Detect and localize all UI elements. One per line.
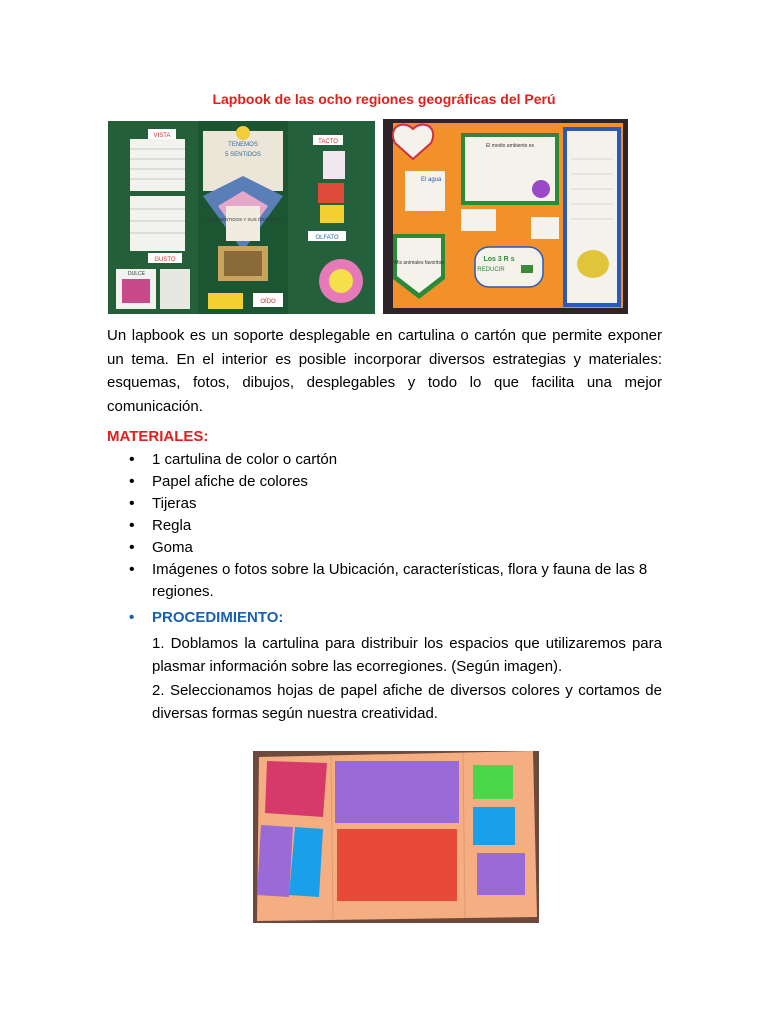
list-item: • Goma bbox=[107, 537, 667, 559]
label-5-sentidos: 5 SENTIDOS bbox=[225, 152, 261, 158]
list-item: • Tijeras bbox=[107, 493, 667, 515]
lapbook-five-senses-illustration bbox=[108, 121, 375, 314]
label-vista: VISTA bbox=[153, 133, 171, 139]
label-medio-ambiente: El medio ambiente es bbox=[485, 143, 535, 149]
lapbook-environment-illustration bbox=[383, 119, 628, 314]
cardboard-layout-photo bbox=[253, 751, 539, 923]
label-mis-animales: Mis animales favoritos bbox=[394, 260, 444, 266]
cardboard-layout-illustration bbox=[253, 751, 539, 923]
label-el-agua: El agua bbox=[421, 177, 442, 183]
label-organos: LOS 5 SENTIDOS Y SUS ÓRGANOS bbox=[205, 217, 281, 222]
label-tenemos: TENEMOS bbox=[228, 142, 258, 148]
label-tacto: TACTO bbox=[318, 139, 338, 145]
procedure-step-1: 1. Doblamos la cartulina para distribuir los espacios que utilizaremos para plasmar información sobre las ecorregiones. (Según imagen). bbox=[152, 635, 662, 675]
document-title: Lapbook de las ocho regiones geográficas del Perú bbox=[212, 91, 556, 107]
procedure-heading-label: PROCEDIMIENTO: bbox=[152, 609, 284, 626]
list-item: • Papel afiche de colores bbox=[107, 471, 667, 493]
procedure-step-2: 2. Seleccionamos hojas de papel afiche de diversos colores y cortamos de diversas formas según nuestra creatividad. bbox=[152, 682, 662, 722]
label-reducir: REDUCIR bbox=[477, 267, 505, 273]
list-item: • Regla bbox=[107, 515, 667, 537]
label-dulce: DULCE bbox=[128, 271, 145, 277]
intro-paragraph: Un lapbook es un soporte desplegable en cartulina o cartón que permite exponer un tema. En el interior es posible incorporar diversos estrategias y materiales: esquemas, fotos, dibujos, desplegables y todo lo que facilita una mejor comunicación. bbox=[107, 327, 662, 415]
lapbook-environment-photo bbox=[383, 119, 628, 314]
label-los-3rs: Los 3 R s bbox=[483, 256, 515, 263]
materials-heading: MATERIALES: bbox=[107, 428, 209, 445]
label-olfato: OLFATO bbox=[315, 235, 339, 241]
list-item: • Imágenes o fotos sobre la Ubicación, características, flora y fauna de las 8 regiones. bbox=[107, 559, 667, 603]
materials-list bbox=[107, 449, 667, 603]
label-oido: OÍDO bbox=[260, 299, 276, 305]
lapbook-five-senses-photo bbox=[108, 121, 375, 314]
label-gusto: GUSTO bbox=[154, 257, 176, 263]
procedure-heading bbox=[129, 609, 283, 626]
list-item: • 1 cartulina de color o cartón bbox=[107, 449, 667, 471]
bullet-icon: • bbox=[129, 609, 135, 626]
